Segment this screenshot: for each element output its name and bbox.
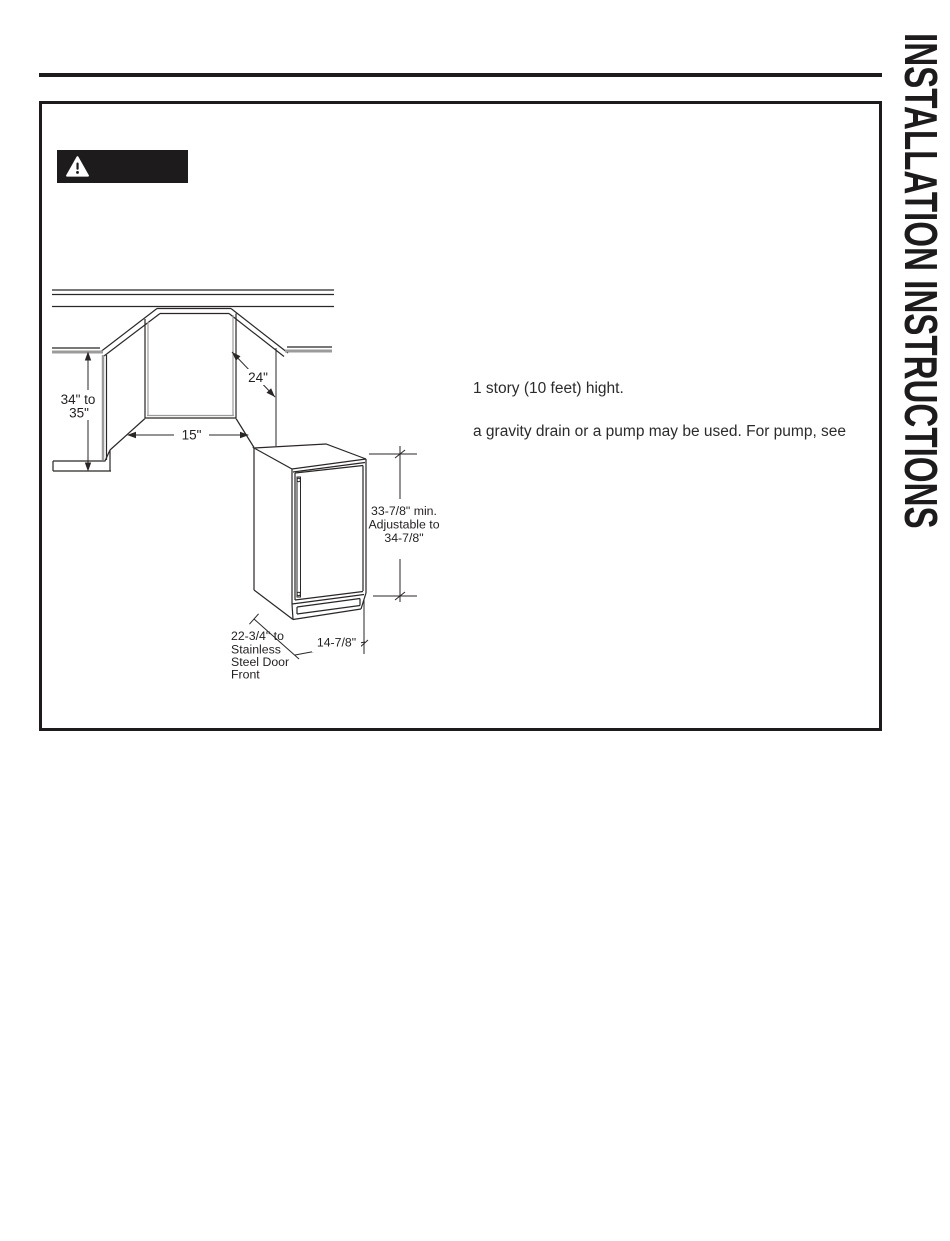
appliance-width-label: 14-7/8" (316, 635, 357, 650)
top-rule (39, 73, 882, 77)
opening-width-label: 15" (181, 427, 202, 443)
counter-height-label-line1: 34" to (60, 392, 96, 407)
dimension-lines (85, 352, 417, 660)
note-drain-height: 1 story (10 feet) hight. (473, 380, 624, 397)
note-gravity-drain: a gravity drain or a pump may be used. For pump, see (473, 423, 847, 440)
counter-depth-label: 24" (248, 370, 268, 385)
handle-pin-top (297, 478, 300, 481)
appliance-height-label-line2: Adjustable to (368, 517, 440, 532)
dimension-labels (58, 369, 440, 682)
appliance-height-label-line3: 34-7/8" (384, 531, 424, 545)
counter-drawing (52, 290, 334, 471)
door-depth-label-line3: Steel Door (231, 655, 290, 669)
instructions-box (39, 101, 882, 731)
appliance-drawing (254, 444, 366, 620)
installation-diagram (42, 273, 502, 693)
page-side-title: INSTALLATION INSTRUCTIONS (895, 33, 947, 529)
door-depth-label-line4: Front (231, 667, 260, 682)
handle-pin-bottom (297, 592, 300, 595)
counter-height-label-line2: 35" (69, 405, 89, 421)
door-depth-label-line1: 22-3/4" to (231, 629, 284, 643)
warning-banner (57, 150, 188, 183)
appliance-height-label-line1: 33-7/8" min. (371, 504, 437, 518)
warning-triangle-icon (66, 156, 89, 177)
door-depth-label-line2: Stainless (231, 642, 281, 657)
